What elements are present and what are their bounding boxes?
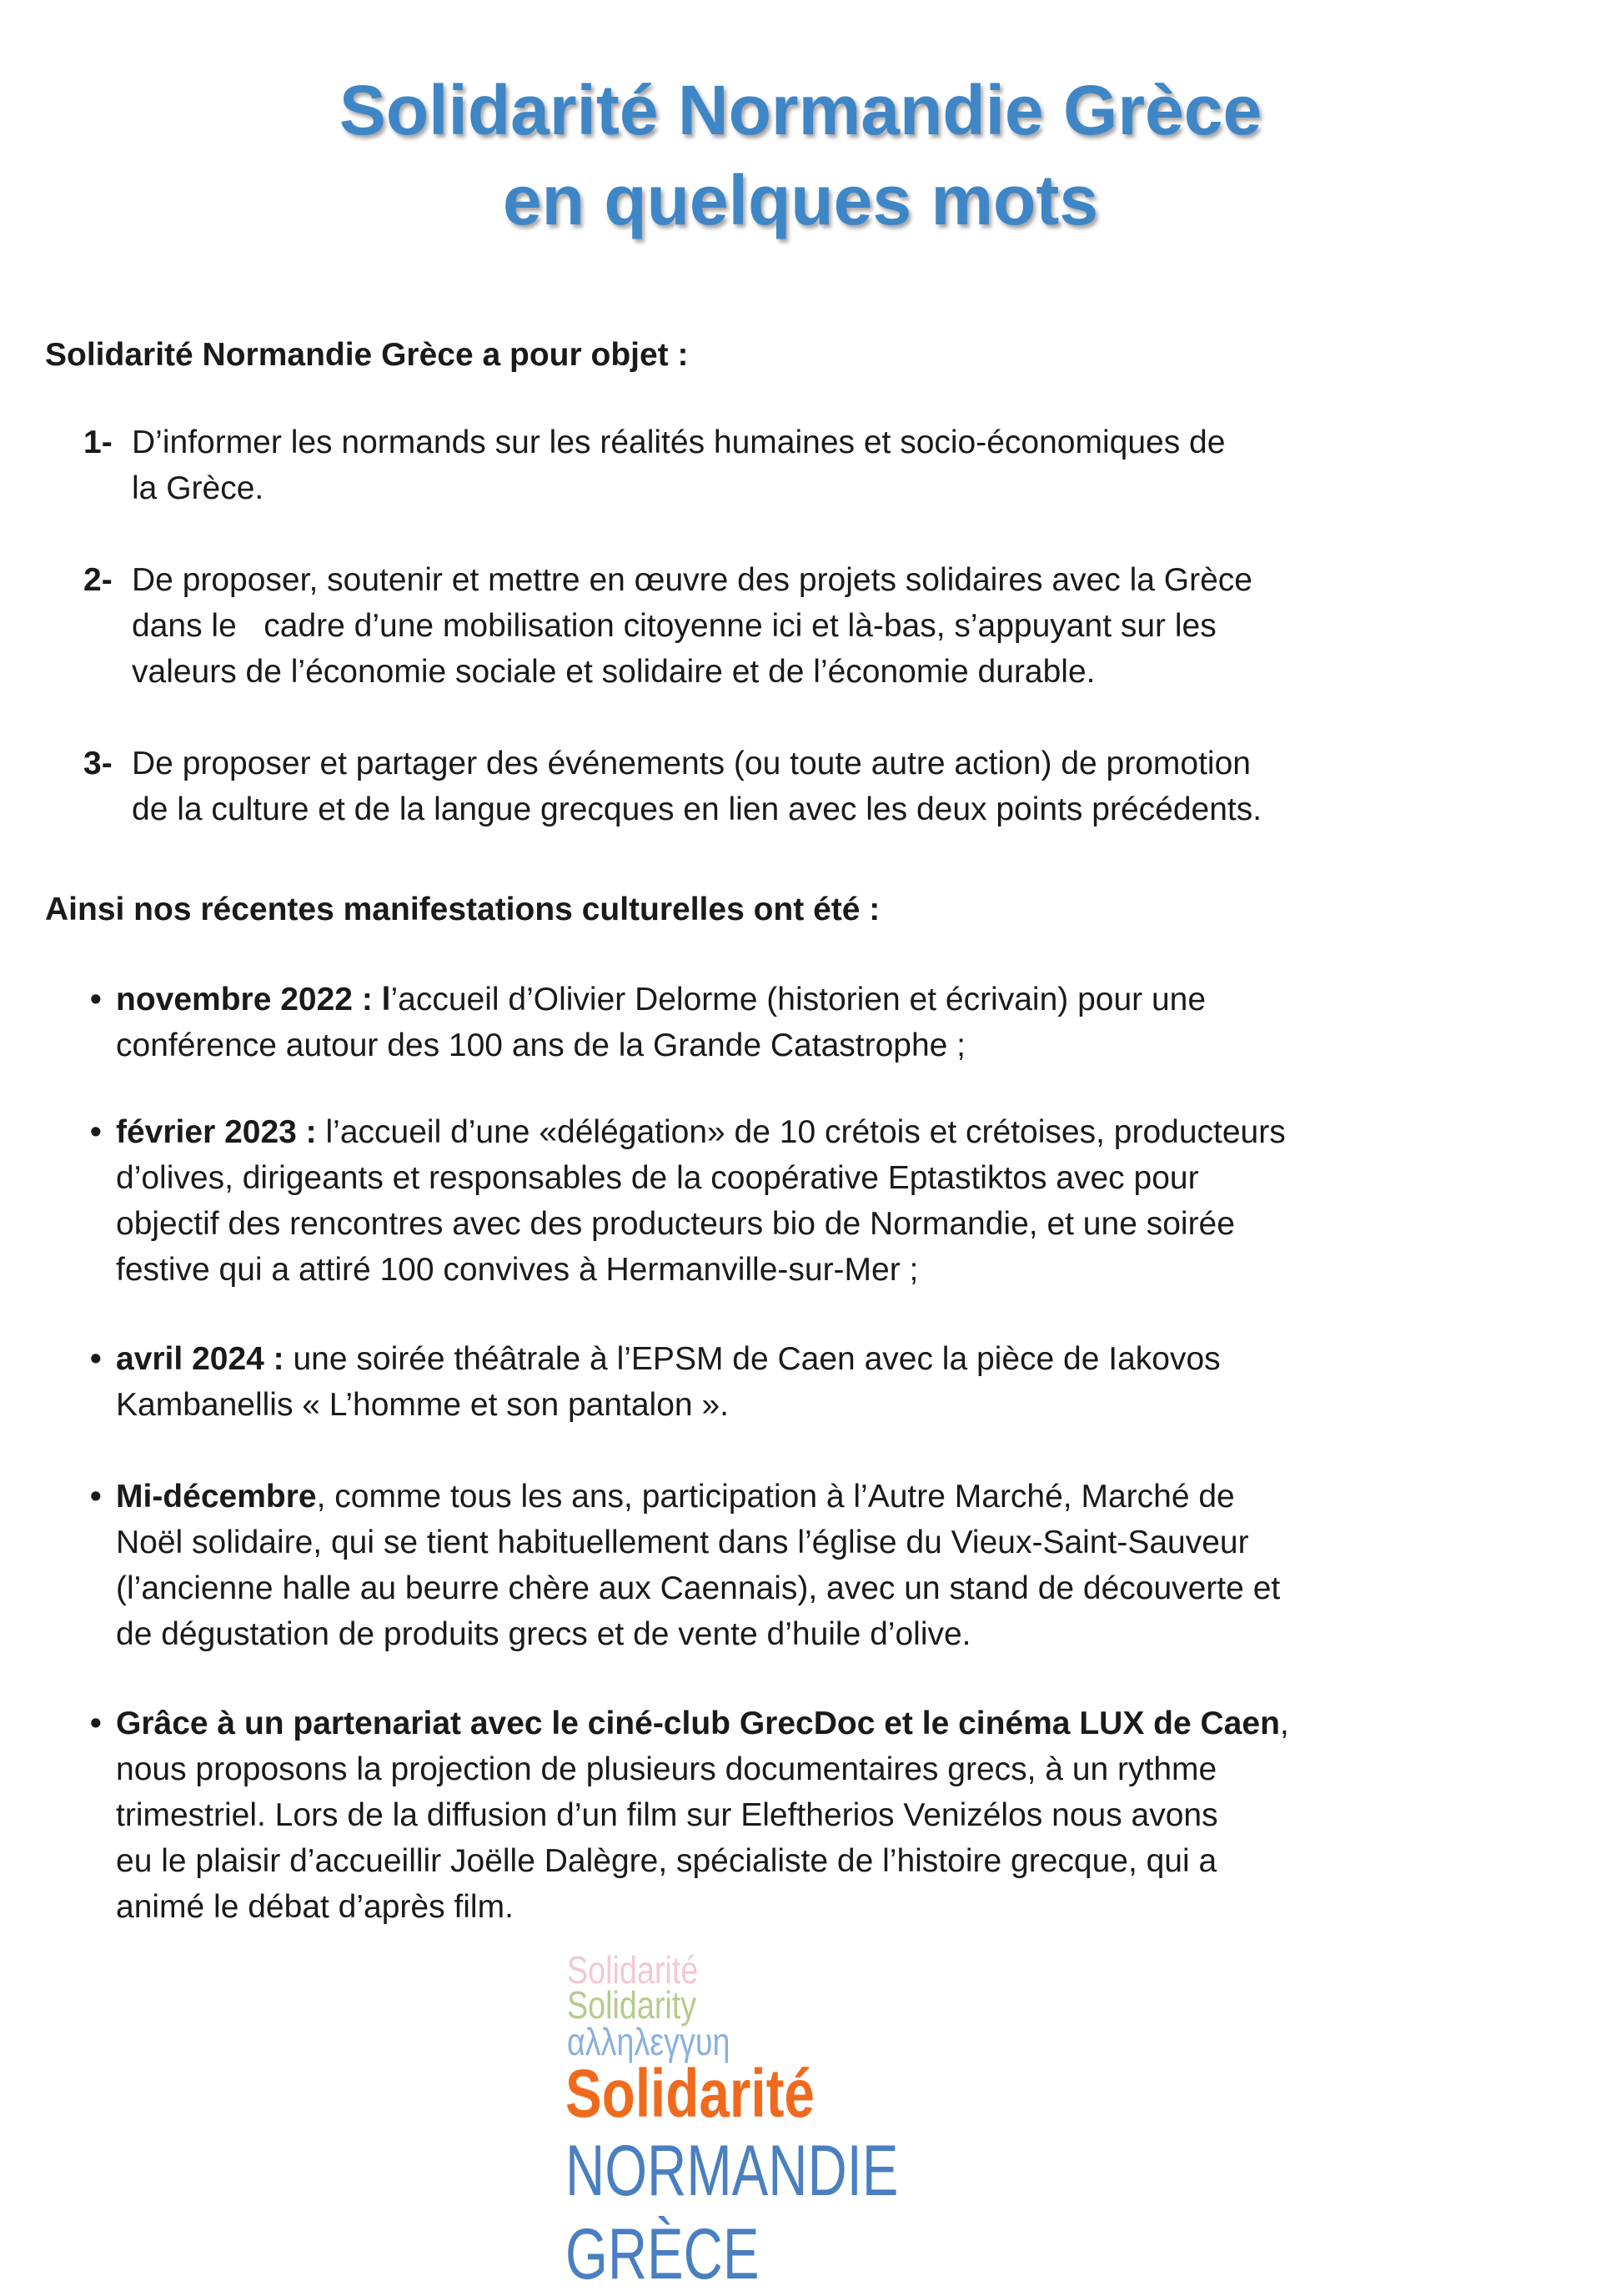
objective-text (132, 420, 1501, 511)
manifestation-line: nous proposons la projection de plusieurs documentaires grecs, à un rythme (116, 1751, 1217, 1787)
manifestation-item (90, 1474, 1508, 1657)
manifestation-line: de dégustation de produits grecs et de vente d’huile d’olive. (116, 1616, 971, 1652)
manifestation-line: festive qui a attiré 100 convives à Hermanville-sur-Mer ; (116, 1252, 919, 1288)
manifestation-lead: février 2023 : (116, 1114, 317, 1150)
intro-heading: Solidarité Normandie Grèce a pour objet : (45, 337, 689, 373)
logo-line-english: Solidarity (567, 1983, 697, 2027)
manifestations-heading: Ainsi nos récentes manifestations culturelles ont été : (45, 892, 881, 927)
manifestation-line: Noël solidaire, qui se tient habituellement dans l’église du Vieux-Saint-Sauveur (116, 1525, 1249, 1560)
objective-line: De proposer, soutenir et mettre en œuvre des projets solidaires avec la Grèce (132, 562, 1252, 598)
objective-line: de la culture et de la langue grecques en lien avec les deux points précédents. (132, 791, 1262, 827)
manifestation-line: Kambanellis « L’homme et son pantalon ». (116, 1387, 729, 1423)
manifestation-line: une soirée théâtrale à l’EPSM de Caen avec la pièce de Iakovos (284, 1341, 1221, 1377)
manifestation-text (116, 1109, 1508, 1293)
manifestation-line: (l’ancienne halle au beurre chère aux Caennais), avec un stand de découverte et (116, 1570, 1281, 1606)
objective-text (132, 557, 1501, 695)
logo-line-greek: αλληλεγγυη (567, 2020, 730, 2063)
manifestation-line: conférence autour des 100 ans de la Grande Catastrophe ; (116, 1027, 966, 1063)
manifestation-item (90, 1701, 1508, 1930)
logo-line-french: Solidarité (567, 1948, 699, 1992)
manifestation-lead: avril 2024 : (116, 1341, 284, 1377)
objective-number: 1- (83, 425, 113, 460)
objective-line: dans le cadre d’une mobilisation citoyenne ici et là-bas, s’appuyant sur les (132, 608, 1217, 644)
objective-line: D’informer les normands sur les réalités humaines et socio-économiques de (132, 425, 1226, 460)
manifestation-line: eu le plaisir d’accueillir Joëlle Dalègre, spécialiste de l’histoire grecque, qui a (116, 1843, 1217, 1879)
objective-line: la Grèce. (132, 470, 264, 506)
manifestation-line: , (1279, 1706, 1289, 1741)
bullet-icon: • (90, 982, 102, 1017)
bullet-icon: • (90, 1341, 102, 1377)
manifestation-lead: Mi-décembre (116, 1479, 317, 1515)
manifestation-line: trimestriel. Lors de la diffusion d’un film sur Eleftherios Venizélos nous avons (116, 1797, 1218, 1833)
objective-item (83, 741, 1501, 832)
manifestation-line: animé le débat d’après film. (116, 1889, 514, 1925)
title-line-1: Solidarité Normandie Grèce (339, 71, 1262, 149)
logo-line-normandie-grece: NORMANDIE GRÈCE (565, 2131, 899, 2294)
objective-text (132, 741, 1501, 832)
manifestation-line: l’accueil d’une «délégation» de 10 crétois et crétoises, producteurs (316, 1114, 1286, 1150)
manifestation-line: objectif des rencontres avec des producteurs bio de Normandie, et une soirée (116, 1206, 1235, 1242)
page-title (0, 65, 1601, 245)
objective-line: De proposer et partager des événements (ou toute autre action) de promotion (132, 746, 1251, 781)
association-logo (565, 1947, 1151, 2294)
manifestation-item (90, 977, 1508, 1068)
title-line-2: en quelques mots (502, 161, 1099, 239)
objective-item (83, 420, 1501, 511)
logo-line-solidarite: Solidarité (565, 2056, 815, 2132)
bullet-icon: • (90, 1706, 102, 1741)
manifestation-item (90, 1109, 1508, 1293)
manifestation-lead: novembre 2022 : l (116, 982, 391, 1017)
objective-item (83, 557, 1501, 695)
manifestation-item (90, 1336, 1508, 1428)
bullet-icon: • (90, 1479, 102, 1515)
manifestation-text (116, 1336, 1508, 1428)
objective-number: 2- (83, 562, 113, 598)
bullet-icon: • (90, 1114, 102, 1150)
objective-number: 3- (83, 746, 113, 781)
manifestation-text (116, 977, 1508, 1068)
manifestation-text (116, 1474, 1508, 1657)
manifestation-line: , comme tous les ans, participation à l’Autre Marché, Marché de (316, 1479, 1235, 1515)
manifestation-text (116, 1701, 1508, 1930)
objective-line: valeurs de l’économie sociale et solidaire et de l’économie durable. (132, 654, 1096, 690)
manifestation-line: ’accueil d’Olivier Delorme (historien et écrivain) pour une (390, 982, 1207, 1017)
manifestation-line: d’olives, dirigeants et responsables de la coopérative Eptastiktos avec pour (116, 1160, 1199, 1196)
manifestation-lead: Grâce à un partenariat avec le ciné-club GrecDoc et le cinéma LUX de Caen (116, 1706, 1280, 1741)
